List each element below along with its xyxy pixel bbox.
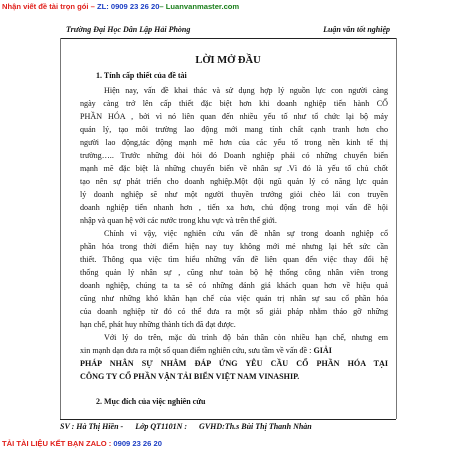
body-line-23: CÔNG TY CỔ PHẦN VẬN TẢI BIỂN VIỆT NAM VINASHIP. xyxy=(80,372,300,381)
header-university: Trường Đại Học Dân Lập Hải Phòng xyxy=(66,25,191,34)
page-frame-left xyxy=(60,38,61,419)
body-line-18: của doanh nghiệp từ đó có thể đưa ra một số giải pháp nhằm tháo gỡ những xyxy=(80,307,388,316)
bottom-promo-banner xyxy=(2,438,450,450)
footer-rule xyxy=(60,419,396,420)
body-line-1: Hiện nay, vấn đề khai thác và sử dụng hợp lý nguồn lực con người càng xyxy=(104,86,388,95)
footer-student: SV : Hà Thị Hiền - xyxy=(60,422,124,431)
body-line-21-text: xin mạnh dạn đưa ra một số quan điểm nghiên cứu, sưu tầm về vấn đề : xyxy=(80,346,312,355)
section-heading-1: 1. Tính cấp thiết của đề tài xyxy=(96,71,187,80)
page-header xyxy=(60,24,396,36)
body-line-7: mạnh mẽ đặc biệt là những chuyển biến về nhân sự .Vì đó là yếu tố chủ chốt xyxy=(80,164,388,173)
body-line-11: nhập và quan hệ với các nước trong khu vực và trên thế giới. xyxy=(80,216,277,225)
top-banner-text: Nhận viết đề tài trọn gói – xyxy=(2,2,97,11)
top-banner-phone: ZL: 0909 23 26 20 xyxy=(96,2,160,11)
body-line-16: doanh nghiệp, chúng ta ta sẽ có những đánh giá khách quan hơn về hiệu quả xyxy=(80,281,388,290)
body-line-5: người lao động,tác động mạnh mẽ hơn của các yếu tố trong nền kinh tế thị xyxy=(80,138,388,147)
body-line-22: PHÁP NHÂN SỰ NHẰM ĐÁP ỨNG YÊU CẦU CỔ PHẦN HÓA TẠI xyxy=(80,359,388,368)
body-line-21 xyxy=(80,345,388,357)
body-line-3: PHẦN HÓA , bởi vì nó liên quan đến nhiều yếu tố như tổ chức lại bộ máy xyxy=(80,112,388,121)
bottom-banner-phone: 0909 23 26 20 xyxy=(113,439,162,448)
page-title: LỜI MỞ ĐẦU xyxy=(195,55,261,66)
header-rule xyxy=(60,38,396,39)
body-line-20: Với lý do trên, mặc dù trình độ bản thân còn nhiều hạn chế, nhưng em xyxy=(104,333,388,342)
body-line-17: cũng như những khó khăn hạn chế của việc quản trị nhân sự sau cổ phần hóa xyxy=(80,294,388,303)
page-frame-right xyxy=(396,38,397,419)
body-line-15: thống quản lý nhân sự , cũng như toàn bộ hệ thống công nhân viên trong xyxy=(80,268,388,277)
footer-class: Lớp QT1101N : xyxy=(135,422,188,431)
body-line-14: thiết. Thông qua việc tìm hiểu những vấn đề liên quan đến việc thay đổi hệ xyxy=(80,255,388,264)
body-line-6: trường….. Trước những đòi hỏi đó Doanh nghiệp phải có những chuyển biến xyxy=(80,151,388,160)
top-banner-site: – Luanvanmaster.com xyxy=(159,2,240,11)
page-footer xyxy=(60,421,396,433)
footer-advisor: GVHD:Th.s Bùi Thị Thanh Nhàn xyxy=(199,422,312,431)
body-line-19: hạn chế, phát huy những thành tích đã đạt được. xyxy=(80,320,236,329)
top-promo-banner xyxy=(2,1,450,13)
bottom-banner-text: TẢI TÀI LIỆU KẾT BẠN ZALO : xyxy=(2,439,114,448)
body-line-13: phần hóa trong thời điểm hiện nay tuy không mới mẻ nhưng lại hết sức cần xyxy=(80,242,388,251)
body-line-4: quản lý, tạo môi trường lao động mới mang tính chất cạnh tranh hơn cho xyxy=(80,125,388,134)
header-doc-type: Luận văn tốt nghiệp xyxy=(323,25,390,34)
section-heading-2: 2. Mục đích của việc nghiên cứu xyxy=(96,397,206,406)
body-line-9: lý doanh nghiệp sẽ như một người thuyền trưởng giỏi chèo lái con truyền xyxy=(80,190,388,199)
body-line-21-highlight: GIẢI xyxy=(313,346,332,355)
body-line-8: tạo nên sự phát triển cho doanh nghiệp.Một đội ngũ quản lý có năng lực quản xyxy=(80,177,388,186)
body-line-2: ngày càng trở lên cấp thiết đặc biệt hơn khi doanh nghiệp tiến hành CỔ xyxy=(80,99,388,108)
body-line-10: doanh nghiệp tiến nhanh hơn , tiến xa hơn, chủ động trong mọi vấn đề hội xyxy=(80,203,388,212)
body-line-12: Chính vì vậy, việc nghiên cứu vấn đề nhân sự trong doanh nghiệp cổ xyxy=(104,229,388,238)
